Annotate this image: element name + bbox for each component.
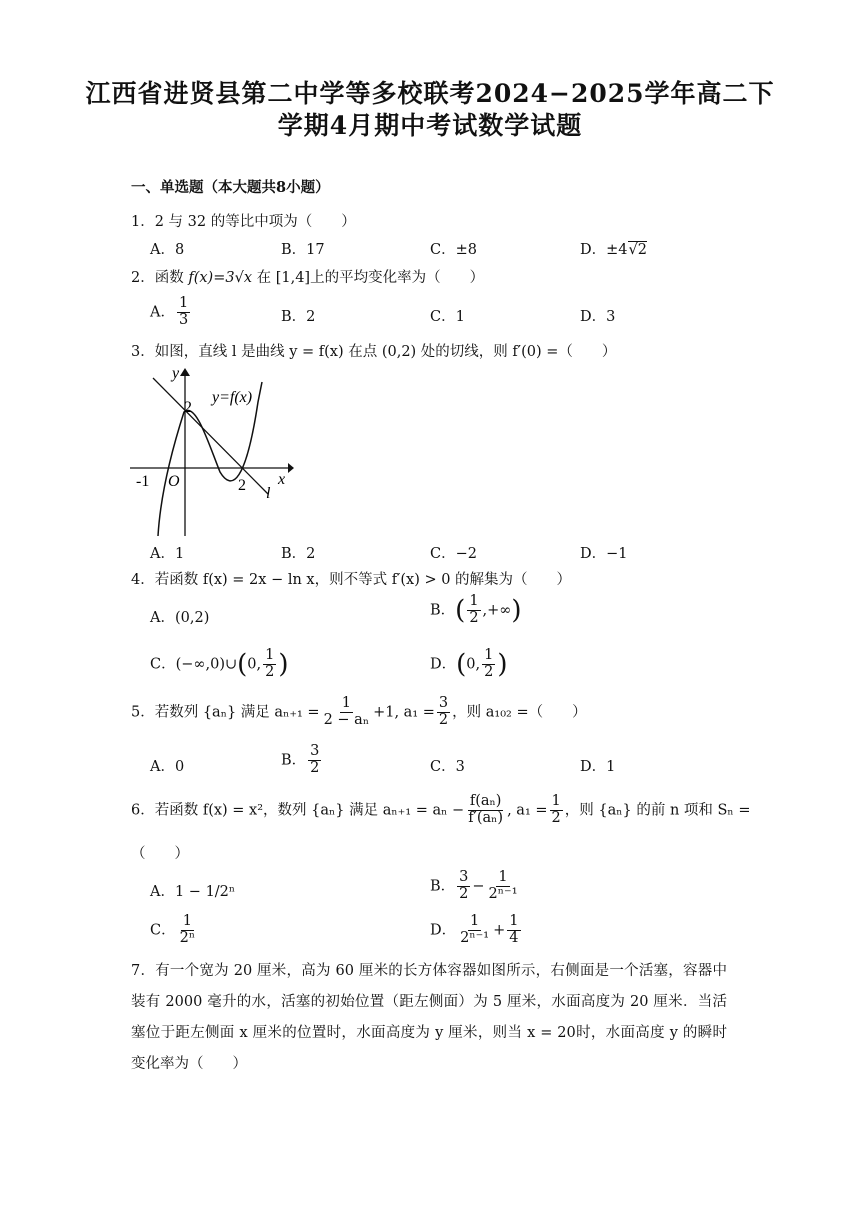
page-title-line-2: 学期4月期中考试数学试题 [277,111,583,140]
function-graph-figure [128,362,296,538]
question-2-option-a: A． $\frac{1}{3}$ [150,295,189,328]
question-1-option-b: B．17 [281,242,325,258]
line-l-label: l [266,485,271,502]
y-axis-label: y [172,365,180,382]
question-3-option-b: B．2 [281,546,316,562]
question-4-stem: 4．若函数 f(x) = 2x − ln x，则不等式 f′(x) > 0 的解集为（ ） [131,572,572,588]
x-axis-arrow [288,463,294,473]
question-6-option-d: D． $\frac{1}{\text{2ⁿ⁻¹}}$ + $\frac{1}{4}$ [430,913,519,946]
question-4-option-d: D．(0, $\frac{1}{2}$ ) [430,647,508,680]
question-4-option-c: C．(−∞,0)∪(0, $\frac{1}{2}$ ) [150,647,289,680]
question-4-option-a: A．(0,2) [150,610,210,626]
question-6-stem: 6．若函数 f(x) = x²，数列 {aₙ} 满足 aₙ₊₁ = aₙ − $\frac{\text{f(aₙ)}}{\text{f′(aₙ)}}$ , a₁ = $\frac{1}{2}$ ，则 {aₙ} 的前 n 项和 Sₙ = [131,793,751,826]
curve-label: y=f(x) [212,389,253,406]
x-axis-label: x [278,471,286,488]
section-heading: 一、单选题（本大题共8小题） [131,179,330,196]
question-3-option-d: D．−1 [580,546,628,562]
question-1-stem: 1．2 与 32 的等比中项为（ ） [131,214,356,230]
question-6-option-c: C． $\frac{1}{\text{2ⁿ}}$ [150,913,196,946]
question-7-text: 7．有一个宽为 20 厘米，高为 60 厘米的长方体容器如图所示，右侧面是一个活塞，容器中装有 2000 毫升的水，活塞的初始位置（距左侧面）为 5 厘米，水面高度为 20 厘米．当活塞位于距左侧面 x 厘米的位置时，水面高度为 y 厘米，则当 x = 20时，水面高度 y 的瞬时变化率为（ ） [131,963,727,1072]
question-5-option-d: D．1 [580,759,616,775]
question-2-option-d: D．3 [580,309,616,325]
question-6-answer-paren: （ ） [131,846,189,862]
y-axis-arrow [180,368,190,376]
origin-label: O [168,473,180,490]
question-3-stem: 3．如图，直线 l 是曲线 y = f(x) 在点 (0,2) 处的切线，则 f′(0) =（ ） [131,344,617,360]
question-6-option-a: A．1 − 1/2ⁿ [150,884,236,900]
question-6-option-b: B． $\frac{3}{2}$ − $\frac{1}{\text{2ⁿ⁻¹}}$ [430,869,518,902]
question-3-option-c: C．−2 [430,546,477,562]
question-5-option-b: B． $\frac{3}{2}$ [281,743,320,776]
question-2-stem: 2．函数 f(x)=3√x 在 [1,4]上的平均变化率为（ ） [131,270,485,286]
question-1-option-d: D．±4√2 [580,242,647,258]
question-3-option-a: A．1 [150,546,185,562]
question-4-option-b: B．( $\frac{1}{2}$ ,+∞) [430,593,522,626]
question-5-option-c: C．3 [430,759,465,775]
question-1-option-c: C．±8 [430,242,477,258]
y-intercept-label: 2 [184,399,192,416]
question-2-option-c: C．1 [430,309,465,325]
x-two-label: 2 [238,477,246,494]
question-1-option-a: A．8 [150,242,185,258]
page-title-line-1: 江西省进贤县第二中学等多校联考2024−2025学年高二下 [85,79,775,108]
minus-one-label: -1 [136,473,150,490]
question-5-stem: 5．若数列 {aₙ} 满足 aₙ₊₁ = $\frac{1}{\text{2 − aₙ}}$ +1, a₁ = $\frac{3}{2}$ ，则 a₁₀₂ =（ ） [131,695,587,728]
question-2-option-b: B．2 [281,309,316,325]
question-5-option-a: A．0 [150,759,185,775]
